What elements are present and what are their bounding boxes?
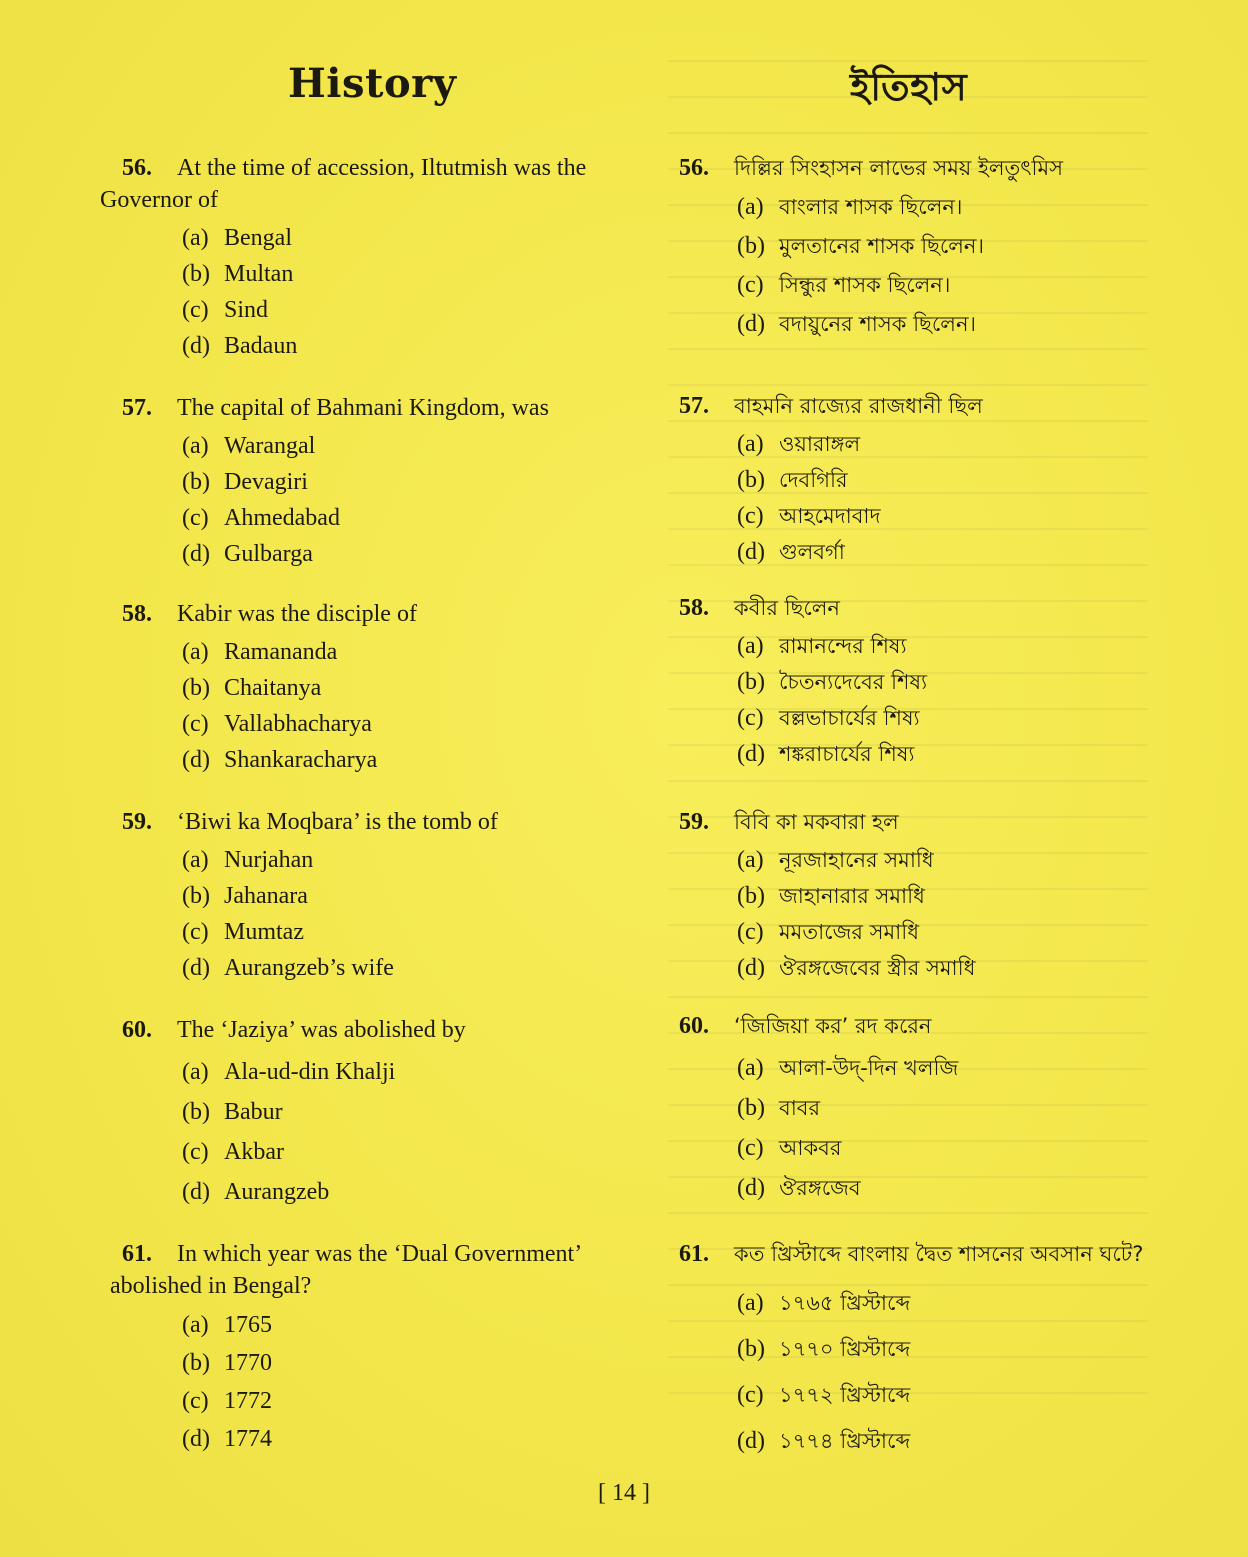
option-d: (d) Aurangzeb’s wife (182, 955, 394, 981)
question-text-continued: Governor of (100, 187, 218, 213)
question-text: The ‘Jaziya’ was abolished by (177, 1017, 466, 1043)
question-text: ‘Biwi ka Moqbara’ is the tomb of (177, 809, 498, 835)
question-text: In which year was the ‘Dual Government’ (177, 1241, 583, 1267)
question-text: বিবি কা মকবারা হল (734, 810, 899, 834)
question-text: At the time of accession, Iltutmish was the (177, 155, 587, 181)
option-c: (c) 1772 (182, 1388, 272, 1414)
option-d: (d) গুলবর্গা (737, 539, 845, 565)
option-c: (c) আহমেদাবাদ (737, 503, 881, 529)
option-a: (a) আলা-উদ্‌-দিন খলজি (737, 1055, 959, 1081)
option-c: (c) বল্লভাচার্যের শিষ্য (737, 705, 920, 731)
question-number: 59. (122, 809, 152, 835)
english-heading: History (288, 60, 457, 107)
question-60-en (100, 1014, 620, 1212)
question-number: 58. (679, 595, 709, 621)
option-c: (c) ১৭৭২ খ্রিস্টাব্দে (737, 1382, 911, 1408)
option-c: (c) Sind (182, 297, 269, 323)
option-d: (d) Aurangzeb (182, 1179, 330, 1205)
option-b: (b) মুলতানের শাসক ছিলেন। (737, 233, 984, 259)
option-b: (b) 1770 (182, 1350, 272, 1376)
question-number: 58. (122, 601, 152, 627)
option-a: (a) Ramananda (182, 639, 338, 665)
option-a: (a) বাংলার শাসক ছিলেন। (737, 194, 963, 220)
option-d: (d) ঔরঙ্গজেব (737, 1175, 861, 1201)
question-58-en (100, 598, 620, 778)
option-c: (c) আকবর (737, 1135, 842, 1161)
option-a: (a) Bengal (182, 225, 292, 251)
option-a: (a) ১৭৬৫ খ্রিস্টাব্দে (737, 1290, 911, 1316)
question-text: দিল্লির সিংহাসন লাভের সময় ইলতুৎমিস (734, 156, 1064, 180)
question-number: 56. (679, 155, 709, 181)
option-a: (a) Ala-ud-din Khalji (182, 1059, 396, 1085)
option-b: (b) ১৭৭০ খ্রিস্টাব্দে (737, 1336, 911, 1362)
option-b: (b) Babur (182, 1099, 283, 1125)
option-c: (c) সিন্ধুর শাসক ছিলেন। (737, 272, 951, 298)
bengali-heading: ইতিহাস (850, 64, 968, 109)
option-b: (b) Jahanara (182, 883, 308, 909)
question-text: বাহমনি রাজ্যের রাজধানী ছিল (734, 394, 983, 418)
question-number: 61. (679, 1241, 709, 1267)
option-b: (b) Devagiri (182, 469, 308, 495)
option-d: (d) Gulbarga (182, 541, 313, 567)
question-number: 60. (122, 1017, 152, 1043)
question-text: কত খ্রিস্টাব্দে বাংলায় দ্বৈত শাসনের অবসান ঘটে? (734, 1242, 1144, 1266)
question-57-bn (675, 390, 1175, 570)
question-text: Kabir was the disciple of (177, 601, 417, 627)
option-b: (b) চৈতন্যদেবের শিষ্য (737, 669, 928, 695)
question-number: 59. (679, 809, 709, 835)
option-a: (a) ওয়ারাঙ্গল (737, 431, 861, 457)
question-number: 61. (122, 1241, 152, 1267)
option-d: (d) বদায়ুনের শাসক ছিলেন। (737, 311, 976, 337)
option-c: (c) মমতাজের সমাধি (737, 919, 920, 945)
question-56-en (100, 152, 620, 364)
question-58-bn (675, 592, 1175, 772)
option-a: (a) Warangal (182, 433, 316, 459)
option-c: (c) Akbar (182, 1139, 284, 1165)
question-61-bn (675, 1238, 1175, 1464)
option-d: (d) ঔরঙ্গজেবের স্ত্রীর সমাধি (737, 955, 976, 981)
option-b: (b) জাহানারার সমাধি (737, 883, 925, 909)
question-59-bn (675, 806, 1175, 986)
option-d: (d) ১৭৭৪ খ্রিস্টাব্দে (737, 1428, 911, 1454)
question-59-en (100, 806, 620, 986)
question-61-en (100, 1238, 620, 1458)
option-b: (b) Multan (182, 261, 294, 287)
question-57-en (100, 392, 620, 572)
question-text: The capital of Bahmani Kingdom, was (177, 395, 549, 421)
option-c: (c) Mumtaz (182, 919, 304, 945)
option-d: (d) Badaun (182, 333, 298, 359)
option-b: (b) Chaitanya (182, 675, 322, 701)
page-number: [ 14 ] (598, 1480, 650, 1506)
option-a: (a) রামানন্দের শিষ্য (737, 633, 907, 659)
question-number: 60. (679, 1013, 709, 1039)
option-a: (a) নূরজাহানের সমাধি (737, 847, 934, 873)
option-b: (b) দেবগিরি (737, 467, 848, 493)
question-number: 57. (679, 393, 709, 419)
option-b: (b) বাবর (737, 1095, 821, 1121)
option-c: (c) Ahmedabad (182, 505, 340, 531)
question-number: 57. (122, 395, 152, 421)
option-a: (a) 1765 (182, 1312, 272, 1338)
option-a: (a) Nurjahan (182, 847, 314, 873)
option-c: (c) Vallabhacharya (182, 711, 372, 737)
question-number: 56. (122, 155, 152, 181)
question-text: ‘জিজিয়া কর’ রদ করেন (734, 1014, 932, 1038)
question-text-continued: abolished in Bengal? (110, 1273, 312, 1299)
question-60-bn (675, 1010, 1175, 1208)
option-d: (d) 1774 (182, 1426, 272, 1452)
option-d: (d) Shankaracharya (182, 747, 378, 773)
question-56-bn (675, 152, 1175, 344)
question-text: কবীর ছিলেন (734, 596, 840, 620)
option-d: (d) শঙ্করাচার্যের শিষ্য (737, 741, 915, 767)
